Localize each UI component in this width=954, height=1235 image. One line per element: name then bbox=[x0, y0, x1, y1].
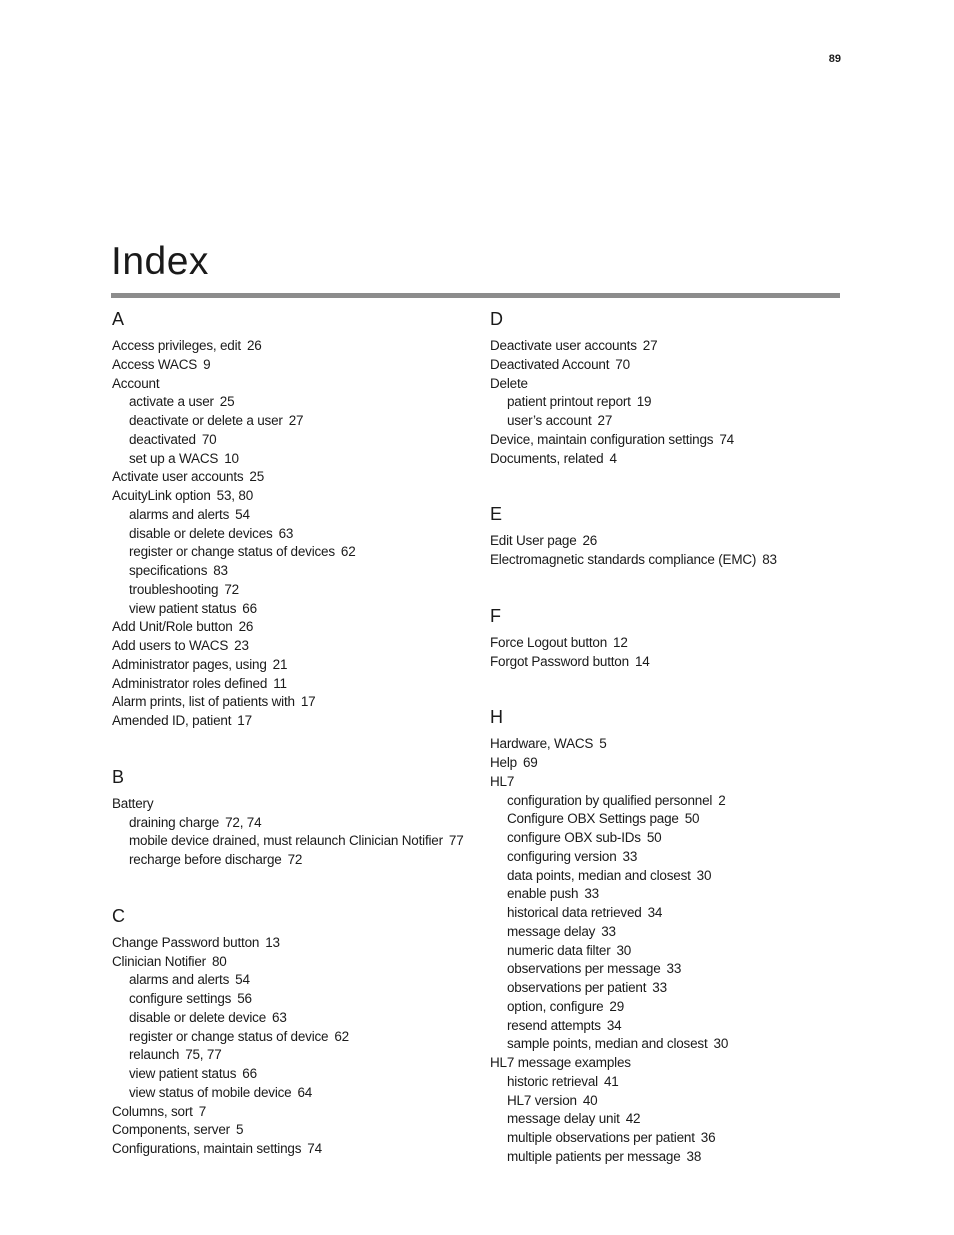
index-term: Access WACS bbox=[112, 356, 198, 372]
index-term: view patient status bbox=[129, 1066, 237, 1081]
section-letter: A bbox=[112, 309, 125, 329]
index-subentry bbox=[112, 450, 482, 469]
index-term: multiple observations per patient bbox=[507, 1130, 695, 1145]
index-entry bbox=[112, 675, 482, 694]
index-entry bbox=[112, 637, 482, 656]
index-entry bbox=[490, 356, 860, 375]
index-term: Configure OBX Settings page bbox=[507, 811, 679, 827]
page-reference: 63 bbox=[272, 1009, 287, 1025]
index-subentry bbox=[112, 525, 482, 544]
index-subentry bbox=[112, 543, 482, 562]
index-subentry bbox=[490, 885, 860, 904]
index-term: patient printout report bbox=[507, 394, 631, 410]
index-subentry bbox=[490, 412, 860, 431]
index-term: option, configure bbox=[507, 998, 604, 1014]
index-term: specifications bbox=[129, 563, 208, 578]
index-term: HL7 version bbox=[507, 1092, 577, 1108]
index-term: register or change status of devices bbox=[129, 544, 335, 560]
page-reference: 33 bbox=[652, 980, 667, 995]
index-term: draining charge bbox=[129, 814, 220, 830]
index-entry bbox=[112, 795, 482, 814]
page-reference: 33 bbox=[601, 923, 616, 939]
index-term: message delay unit bbox=[507, 1111, 620, 1127]
index-entry bbox=[490, 431, 860, 450]
index-subentry bbox=[490, 1017, 860, 1036]
index-term: recharge before discharge bbox=[129, 852, 282, 867]
index-term: Device, maintain configuration settings bbox=[490, 431, 714, 447]
page-reference: 14 bbox=[634, 653, 650, 669]
index-term: Activate user accounts bbox=[112, 469, 244, 485]
index-subentry bbox=[490, 792, 860, 811]
index-term: Configurations, maintain settings bbox=[112, 1141, 302, 1156]
index-subentry bbox=[490, 1073, 860, 1092]
index-term: Add Unit/Role button bbox=[112, 619, 233, 635]
page-reference: 63 bbox=[278, 525, 294, 541]
index-term: troubleshooting bbox=[129, 581, 219, 597]
index-section-e bbox=[490, 502, 860, 570]
index-term: user’s account bbox=[507, 413, 592, 428]
page-reference: 62 bbox=[340, 544, 356, 560]
index-term: message delay bbox=[507, 923, 596, 939]
index-term: Deactivate user accounts bbox=[490, 338, 637, 353]
page-reference: 70 bbox=[615, 356, 630, 372]
index-term: register or change status of device bbox=[129, 1028, 329, 1044]
index-term: configuration by qualified personnel bbox=[507, 792, 713, 808]
section-letter: H bbox=[490, 707, 503, 728]
index-term: Electromagnetic standards compliance (EMC) bbox=[490, 552, 757, 567]
index-column-right bbox=[490, 307, 860, 1201]
index-term: Administrator roles defined bbox=[112, 675, 268, 691]
page-reference: 17 bbox=[237, 713, 252, 728]
index-term: historic retrieval bbox=[507, 1073, 598, 1089]
index-entry bbox=[112, 487, 482, 506]
page-reference: 34 bbox=[606, 1017, 622, 1033]
index-subentry bbox=[490, 1035, 860, 1054]
page-reference: 26 bbox=[582, 533, 598, 549]
page-reference: 27 bbox=[597, 413, 613, 428]
index-term: sample points, median and closest bbox=[507, 1036, 708, 1052]
index-term: deactivate or delete a user bbox=[129, 413, 283, 428]
index-term: AcuityLink option bbox=[112, 488, 211, 503]
index-subentry bbox=[112, 990, 482, 1009]
page-reference: 41 bbox=[603, 1073, 619, 1089]
index-entry bbox=[490, 337, 860, 356]
index-term: Help bbox=[490, 755, 517, 770]
section-letter: E bbox=[490, 504, 503, 525]
index-entry bbox=[112, 1140, 482, 1159]
page-reference: 75, 77 bbox=[185, 1047, 222, 1063]
page-reference: 54 bbox=[235, 972, 250, 988]
index-term: Clinician Notifier bbox=[112, 953, 206, 969]
page-reference: 66 bbox=[242, 600, 257, 616]
index-entry bbox=[112, 375, 482, 394]
index-subentry bbox=[112, 600, 482, 619]
index-column-left bbox=[112, 307, 482, 1193]
index-entry bbox=[490, 754, 860, 773]
index-entry bbox=[112, 953, 482, 972]
title-rule bbox=[111, 293, 840, 298]
index-term: HL7 bbox=[490, 773, 515, 789]
page-reference: 54 bbox=[235, 506, 250, 522]
page-reference: 27 bbox=[288, 413, 304, 428]
index-entry bbox=[112, 1103, 482, 1122]
index-term: disable or delete devices bbox=[129, 525, 273, 541]
index-subentry bbox=[112, 971, 482, 990]
index-subentry bbox=[490, 829, 860, 848]
page-reference: 26 bbox=[246, 338, 262, 353]
index-term: Account bbox=[112, 375, 160, 391]
page-reference: 25 bbox=[249, 469, 265, 485]
index-entry bbox=[490, 1054, 860, 1073]
index-entry bbox=[490, 450, 860, 469]
page-reference: 33 bbox=[666, 961, 682, 977]
index-term: Documents, related bbox=[490, 450, 604, 466]
index-subentry bbox=[490, 923, 860, 942]
page-reference: 72 bbox=[287, 852, 303, 867]
page-reference: 7 bbox=[198, 1103, 206, 1119]
index-section-d bbox=[490, 307, 860, 468]
page-reference: 56 bbox=[237, 991, 252, 1006]
index-subentry bbox=[490, 848, 860, 867]
page-reference: 42 bbox=[625, 1111, 641, 1127]
index-subentry bbox=[490, 810, 860, 829]
index-term: enable push bbox=[507, 886, 579, 902]
index-subentry bbox=[112, 1084, 482, 1103]
section-letter: B bbox=[112, 766, 125, 787]
index-term: alarms and alerts bbox=[129, 506, 230, 522]
index-entry bbox=[112, 656, 482, 675]
index-entry bbox=[490, 375, 860, 394]
index-subentry bbox=[112, 814, 482, 833]
page-reference: 5 bbox=[599, 736, 607, 752]
index-term: configuring version bbox=[507, 848, 617, 864]
index-subentry bbox=[490, 960, 860, 979]
index-entry bbox=[490, 634, 860, 653]
index-subentry bbox=[112, 431, 482, 450]
index-term: Amended ID, patient bbox=[112, 713, 232, 728]
page-reference: 40 bbox=[582, 1092, 598, 1108]
index-term: deactivated bbox=[129, 431, 196, 447]
page-reference: 69 bbox=[522, 755, 538, 770]
index-section-b bbox=[112, 765, 482, 870]
index-term: Add users to WACS bbox=[112, 638, 229, 653]
index-entry bbox=[490, 653, 860, 672]
index-subentry bbox=[112, 832, 482, 851]
index-term: configure OBX sub-IDs bbox=[507, 830, 641, 845]
index-entry bbox=[112, 712, 482, 731]
section-letter: D bbox=[490, 309, 503, 329]
index-term: historical data retrieved bbox=[507, 905, 642, 920]
index-term: Access privileges, edit bbox=[112, 338, 241, 353]
index-section-c bbox=[112, 904, 482, 1159]
page-reference: 36 bbox=[700, 1130, 716, 1145]
page-reference: 9 bbox=[203, 356, 211, 372]
index-entry bbox=[490, 551, 860, 570]
page-reference: 33 bbox=[622, 848, 638, 864]
index-term: Administrator pages, using bbox=[112, 656, 267, 672]
index-term: Delete bbox=[490, 375, 528, 391]
index-term: disable or delete device bbox=[129, 1009, 267, 1025]
index-term: set up a WACS bbox=[129, 450, 219, 466]
index-term: alarms and alerts bbox=[129, 972, 230, 988]
page-title: Index bbox=[111, 240, 209, 283]
index-entry bbox=[112, 934, 482, 953]
index-entry bbox=[112, 618, 482, 637]
index-section-h bbox=[490, 705, 860, 1166]
page-reference: 17 bbox=[300, 694, 316, 710]
index-term: view status of mobile device bbox=[129, 1084, 292, 1100]
page-reference: 53, 80 bbox=[216, 488, 254, 503]
index-subentry bbox=[112, 1028, 482, 1047]
index-subentry bbox=[112, 412, 482, 431]
index-term: resend attempts bbox=[507, 1017, 601, 1033]
index-term: data points, median and closest bbox=[507, 867, 691, 883]
page-reference: 38 bbox=[686, 1148, 702, 1164]
index-subentry bbox=[112, 851, 482, 870]
page-reference: 11 bbox=[273, 675, 287, 691]
index-subentry bbox=[112, 581, 482, 600]
page-reference: 83 bbox=[762, 552, 777, 567]
index-entry bbox=[112, 356, 482, 375]
index-entry bbox=[112, 468, 482, 487]
page-reference: 26 bbox=[238, 619, 254, 635]
page-reference: 66 bbox=[242, 1066, 257, 1081]
page-reference: 50 bbox=[646, 830, 662, 845]
index-term: Components, server bbox=[112, 1122, 230, 1138]
page-reference: 27 bbox=[642, 338, 658, 353]
index-subentry bbox=[112, 1009, 482, 1028]
page-reference: 72 bbox=[224, 581, 239, 597]
page-reference: 74 bbox=[307, 1141, 322, 1156]
index-term: Force Logout button bbox=[490, 634, 608, 650]
index-term: multiple patients per message bbox=[507, 1148, 681, 1164]
index-term: HL7 message examples bbox=[490, 1055, 631, 1070]
index-term: numeric data filter bbox=[507, 942, 611, 958]
index-subentry bbox=[490, 942, 860, 961]
page-reference: 30 bbox=[696, 867, 712, 883]
index-entry bbox=[490, 735, 860, 754]
index-term: Alarm prints, list of patients with bbox=[112, 694, 295, 710]
index-subentry bbox=[490, 1092, 860, 1111]
page-reference: 33 bbox=[584, 886, 599, 902]
index-term: view patient status bbox=[129, 600, 237, 616]
index-entry bbox=[112, 1121, 482, 1140]
index-entry bbox=[112, 693, 482, 712]
index-subentry bbox=[490, 393, 860, 412]
page-reference: 5 bbox=[235, 1122, 244, 1138]
section-letter: C bbox=[112, 905, 125, 926]
index-term: Change Password button bbox=[112, 934, 260, 950]
index-term: configure settings bbox=[129, 991, 232, 1006]
page-reference: 64 bbox=[297, 1084, 313, 1100]
index-section-f bbox=[490, 604, 860, 672]
page-reference: 70 bbox=[201, 431, 217, 447]
index-term: observations per message bbox=[507, 961, 661, 977]
page-reference: 4 bbox=[609, 450, 617, 466]
page-reference: 25 bbox=[219, 394, 235, 410]
index-subentry bbox=[112, 506, 482, 525]
page-reference: 2 bbox=[718, 792, 726, 808]
index-term: Columns, sort bbox=[112, 1103, 193, 1119]
page-reference: 72, 74 bbox=[225, 814, 262, 830]
index-subentry bbox=[490, 1129, 860, 1148]
index-term: Deactivated Account bbox=[490, 356, 610, 372]
index-subentry bbox=[490, 998, 860, 1017]
page-number: 89 bbox=[828, 53, 841, 65]
index-term: Hardware, WACS bbox=[490, 736, 594, 752]
index-subentry bbox=[490, 1110, 860, 1129]
index-subentry bbox=[490, 867, 860, 886]
index-subentry bbox=[490, 1148, 860, 1167]
index-term: Edit User page bbox=[490, 533, 577, 549]
page-reference: 23 bbox=[234, 638, 249, 653]
page-reference: 77 bbox=[448, 833, 464, 849]
index-term: mobile device drained, must relaunch Clinician Notifier bbox=[129, 833, 443, 849]
page-reference: 13 bbox=[265, 934, 280, 950]
index-term: relaunch bbox=[129, 1047, 180, 1063]
index-entry bbox=[112, 337, 482, 356]
index-subentry bbox=[490, 979, 860, 998]
page-reference: 34 bbox=[647, 905, 663, 920]
index-subentry bbox=[112, 1046, 482, 1065]
page-reference: 74 bbox=[719, 431, 734, 447]
page-reference: 10 bbox=[224, 450, 239, 466]
page-reference: 80 bbox=[211, 953, 227, 969]
page-reference: 19 bbox=[636, 394, 652, 410]
index-term: Forgot Password button bbox=[490, 653, 629, 669]
index-entry bbox=[490, 532, 860, 551]
index-subentry bbox=[112, 562, 482, 581]
index-term: Battery bbox=[112, 795, 154, 811]
page-reference: 12 bbox=[613, 634, 628, 650]
page-reference: 83 bbox=[213, 563, 228, 578]
index-subentry bbox=[112, 393, 482, 412]
page-reference: 30 bbox=[713, 1036, 729, 1052]
index-entry bbox=[490, 773, 860, 792]
index-subentry bbox=[490, 904, 860, 923]
index-term: activate a user bbox=[129, 394, 214, 410]
section-letter: F bbox=[490, 605, 501, 626]
index-subentry bbox=[112, 1065, 482, 1084]
page-reference: 29 bbox=[609, 998, 625, 1014]
index-term: observations per patient bbox=[507, 980, 647, 995]
index-section-a bbox=[112, 307, 482, 731]
page-reference: 50 bbox=[684, 811, 700, 827]
page-reference: 21 bbox=[272, 656, 288, 672]
page-reference: 62 bbox=[334, 1028, 349, 1044]
page-reference: 30 bbox=[616, 942, 632, 958]
